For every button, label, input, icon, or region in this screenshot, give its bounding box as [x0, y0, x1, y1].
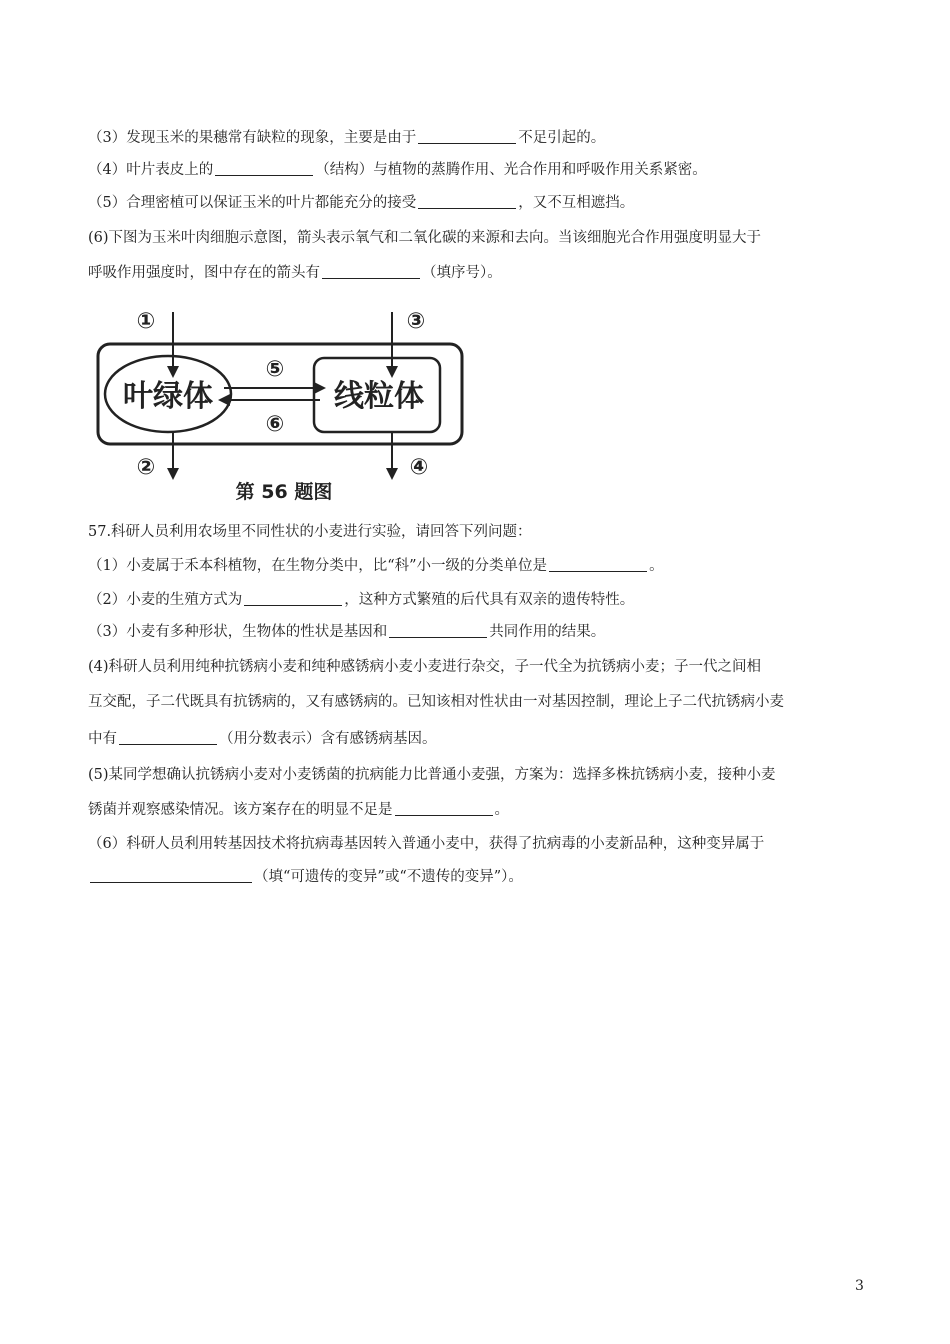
answer-blank[interactable]	[418, 193, 516, 209]
arrow-6-head	[218, 394, 230, 406]
arrow-5-head	[314, 382, 326, 394]
q57-part5-line2: 锈菌并观察感染情况。该方案存在的明显不足是 。	[88, 802, 509, 818]
q57-part1: （1）小麦属于禾本科植物，在生物分类中，比“科”小一级的分类单位是 。	[88, 558, 664, 574]
marker-6: ⑥	[265, 412, 285, 437]
answer-blank[interactable]	[395, 800, 493, 816]
arrow-1-head	[167, 366, 179, 378]
answer-blank[interactable]	[90, 867, 252, 883]
answer-blank[interactable]	[215, 160, 313, 176]
answer-blank[interactable]	[322, 263, 420, 279]
answer-blank[interactable]	[389, 622, 487, 638]
q57-part4-line3: 中有 （用分数表示）含有感锈病基因。	[88, 731, 437, 747]
q57-title: 57.科研人员利用农场里不同性状的小麦进行实验，请回答下列问题：	[88, 524, 532, 540]
q57-part6-line1: （6）科研人员利用转基因技术将抗病毒基因转入普通小麦中，获得了抗病毒的小麦新品种，这种变异属于	[88, 836, 765, 852]
q56-part4: （4）叶片表皮上的 （结构）与植物的蒸腾作用、光合作用和呼吸作用关系紧密。	[88, 162, 707, 178]
answer-blank[interactable]	[549, 556, 647, 572]
q57-part5-line1: (5)某同学想确认抗锈病小麦对小麦锈菌的抗病能力比普通小麦强，方案为：选择多株抗锈病小麦，接种小麦	[88, 767, 776, 783]
q57-part6-line2: （填“可遗传的变异”或“不遗传的变异”）。	[88, 867, 523, 887]
q56-part3: （3）发现玉米的果穗常有缺粒的现象，主要是由于 不足引起的。	[88, 130, 606, 146]
q57-part3: （3）小麦有多种形状，生物体的性状是基因和 共同作用的结果。	[88, 624, 606, 640]
q57-part2: （2）小麦的生殖方式为 ，这种方式繁殖的后代具有双亲的遗传特性。	[88, 592, 635, 608]
arrow-2-head	[167, 468, 179, 480]
arrow-4-head	[386, 468, 398, 480]
q57-part4-line2: 互交配，子二代既具有抗锈病的，又有感锈病的。已知该相对性状由一对基因控制，理论上子二代抗锈病小麦	[88, 694, 784, 710]
q56-part5: （5）合理密植可以保证玉米的叶片都能充分的接受 ，又不互相遮挡。	[88, 195, 635, 211]
marker-4: ④	[409, 455, 429, 480]
q56-part6-line1: (6)下图为玉米叶肉细胞示意图，箭头表示氧气和二氧化碳的来源和去向。当该细胞光合作用强度明显大于	[88, 230, 762, 246]
q57-part4-line1: (4)科研人员利用纯种抗锈病小麦和纯种感锈病小麦小麦进行杂交，子一代全为抗锈病小麦；子一代之间相	[88, 659, 762, 675]
figure-caption: 第 56 题图	[235, 481, 333, 503]
marker-3: ③	[406, 309, 426, 334]
cell-diagram	[94, 304, 466, 504]
marker-5: ⑤	[265, 357, 285, 382]
marker-2: ②	[136, 455, 156, 480]
answer-blank[interactable]	[119, 729, 217, 745]
answer-blank[interactable]	[244, 590, 342, 606]
page-number: 3	[855, 1278, 864, 1294]
chloroplast-label: 叶绿体	[123, 379, 213, 414]
marker-1: ①	[136, 309, 156, 334]
mitochondria-label: 线粒体	[334, 379, 424, 414]
answer-blank[interactable]	[418, 128, 516, 144]
q56-part6-line2: 呼吸作用强度时，图中存在的箭头有 （填序号）。	[88, 265, 502, 281]
arrow-3-head	[386, 366, 398, 378]
